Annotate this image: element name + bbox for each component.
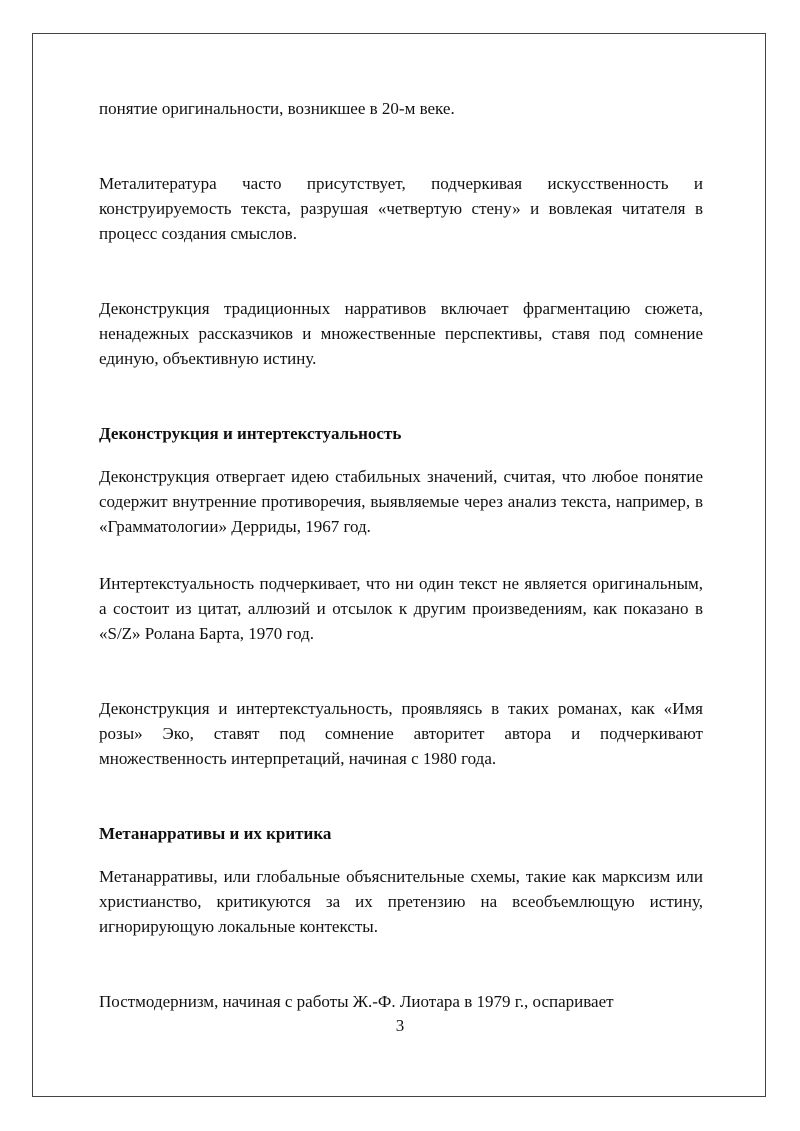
paragraph-deconstruction-narratives: Деконструкция традиционных нарративов включает фрагментацию сюжета, ненадежных рассказчиков и множественные перспективы, ставя под сомнение единую, объективную истину.: [99, 299, 703, 368]
paragraph-metaliterature: Металитература часто присутствует, подчеркивая искусственность и конструируемость текста, разрушая «четвертую стену» и вовлекая читателя в процесс создания смыслов.: [99, 174, 703, 243]
paragraph-metanarratives: Метанарративы, или глобальные объяснительные схемы, такие как марксизм или христианство, критикуются за их претензию на всеобъемлющую истину, игнорирующую локальные контексты.: [99, 867, 703, 936]
paragraph-intro-tail: понятие оригинальности, возникшее в 20-м веке.: [99, 99, 455, 118]
page-number: 3: [395, 1016, 405, 1035]
paragraph-postmodernism-lyotard: Постмодернизм, начиная с работы Ж.-Ф. Лиотара в 1979 г., оспаривает: [99, 992, 614, 1011]
paragraph-name-of-the-rose: Деконструкция и интертекстуальность, проявляясь в таких романах, как «Имя розы» Эко, ставят под сомнение авторитет автора и подчеркивают множественность интерпретаций, начиная с 1980 года.: [99, 699, 703, 768]
section-heading-deconstruction: Деконструкция и интертекстуальность: [99, 424, 402, 443]
paragraph-deconstruction-definition: Деконструкция отвергает идею стабильных значений, считая, что любое понятие содержит внутренние противоречия, выявляемые через анализ текста, например, в «Грамматологии» Дерриды, 1967 год.: [99, 467, 703, 536]
section-heading-metanarratives: Метанарративы и их критика: [99, 824, 332, 843]
document-body: [99, 96, 703, 1014]
paragraph-intertextuality: Интертекстуальность подчеркивает, что ни один текст не является оригинальным, а состоит из цитат, аллюзий и отсылок к другим произведениям, как показано в «S/Z» Ролана Барта, 1970 год.: [99, 574, 703, 643]
